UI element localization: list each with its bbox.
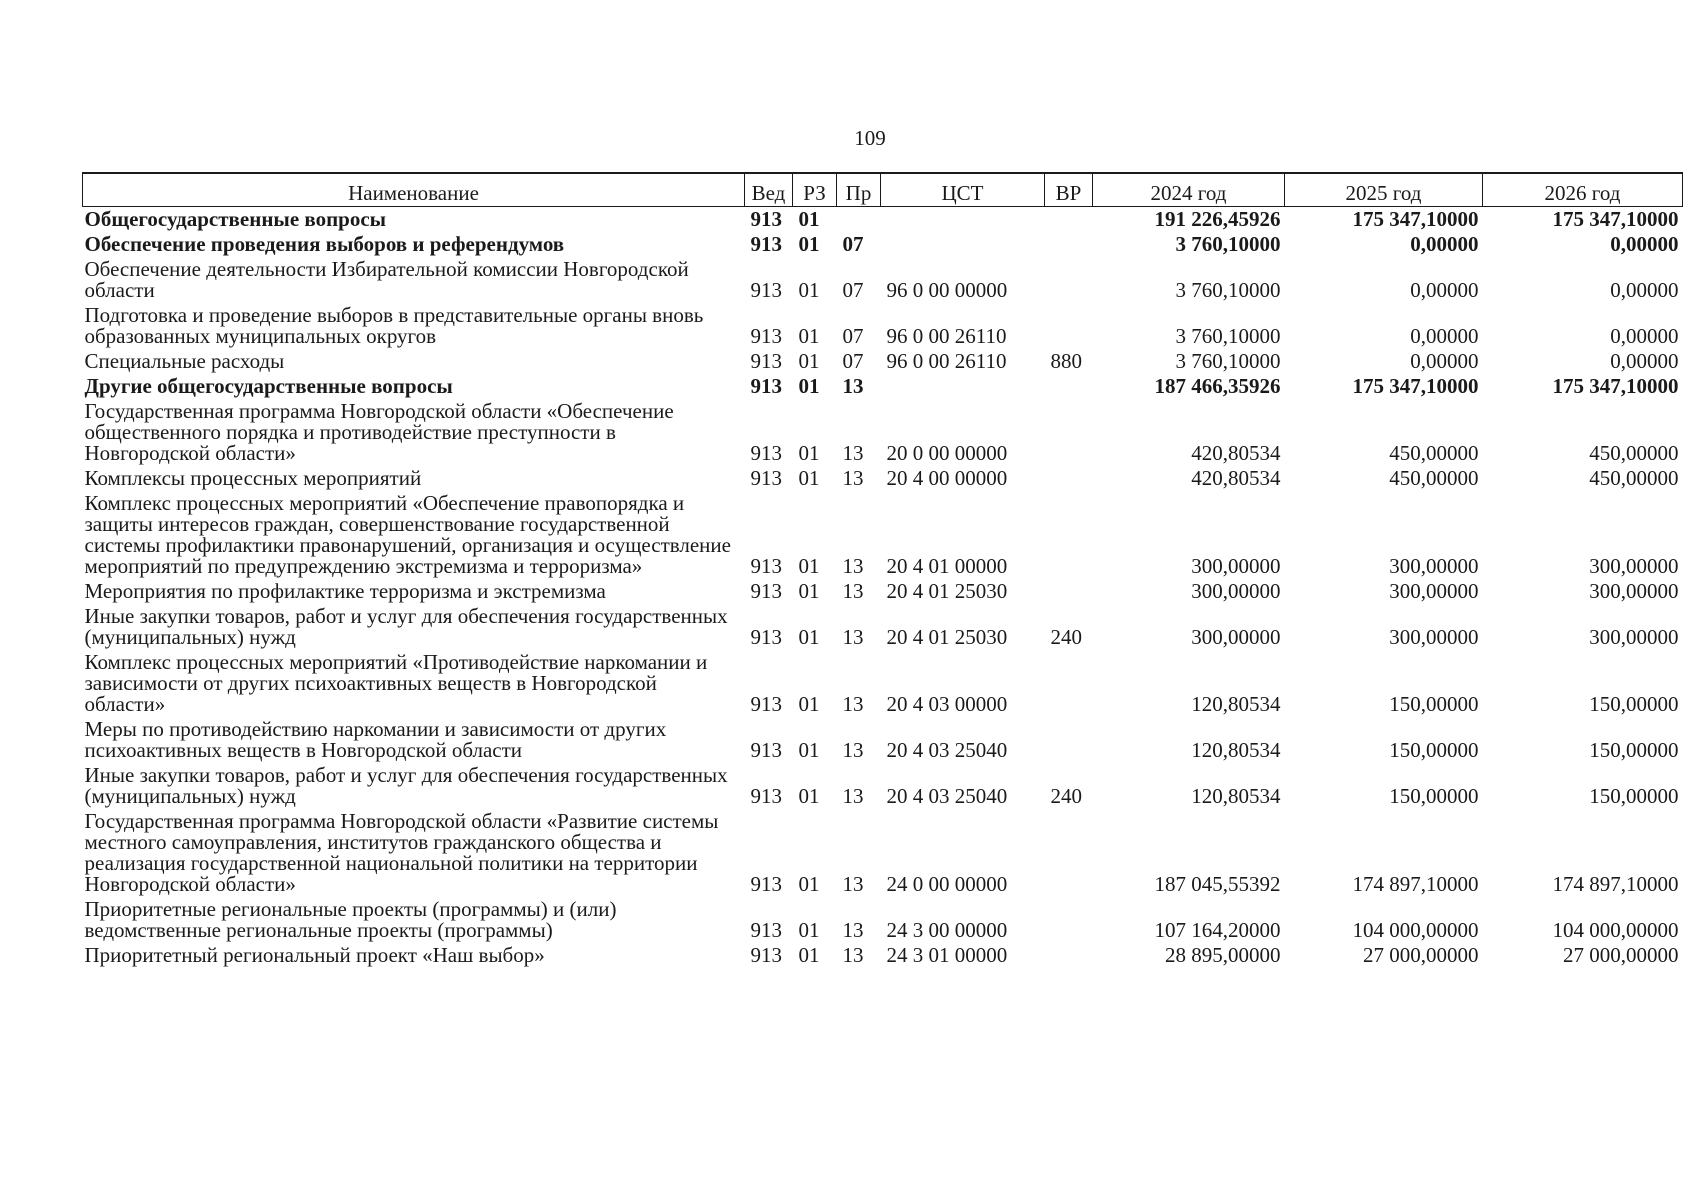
cell-2025: 175 347,10000 [1352, 207, 1479, 231]
cell-2025: 450,00000 [1389, 466, 1479, 490]
cell-ved: 913 [750, 324, 782, 348]
cell-name: Подготовка и проведение выборов в представительные органы вновь образованных муниципальных округов [84, 303, 704, 348]
cell-vr [1045, 491, 1093, 579]
cell-2026: 0,00000 [1610, 324, 1679, 348]
cell-cst: 20 4 03 00000 [886, 692, 1008, 716]
cell-2026: 300,00000 [1589, 625, 1679, 649]
cell-2024: 120,80534 [1191, 738, 1281, 762]
cell-ved: 913 [750, 784, 782, 808]
cell-cst [881, 374, 1045, 399]
cell-cst: 24 0 00 00000 [886, 872, 1008, 896]
budget-table [82, 172, 1683, 968]
cell-cst: 20 4 01 25030 [886, 579, 1008, 603]
table-row [83, 232, 1683, 257]
cell-2026: 175 347,10000 [1552, 374, 1679, 398]
cell-vr [1045, 650, 1093, 717]
cell-pr: 13 [842, 918, 864, 942]
cell-pr: 13 [842, 441, 864, 465]
cell-name: Другие общегосударственные вопросы [84, 374, 453, 398]
cell-2024: 3 760,10000 [1175, 278, 1281, 302]
cell-vr [1045, 207, 1093, 233]
cell-name: Приоритетный региональный проект «Наш выбор» [84, 943, 545, 967]
cell-2024: 3 760,10000 [1175, 324, 1281, 348]
cell-2025: 174 897,10000 [1352, 872, 1479, 896]
cell-2024: 107 164,20000 [1154, 918, 1281, 942]
cell-2025: 0,00000 [1410, 278, 1479, 302]
cell-ved: 913 [750, 232, 782, 256]
table-row [83, 650, 1683, 717]
cell-ved: 913 [750, 738, 782, 762]
cell-2025: 300,00000 [1389, 579, 1479, 603]
cell-cst: 24 3 01 00000 [886, 943, 1008, 967]
cell-2025: 0,00000 [1410, 324, 1479, 348]
cell-2024: 120,80534 [1191, 692, 1281, 716]
cell-cst [881, 232, 1045, 257]
cell-2026: 104 000,00000 [1552, 918, 1679, 942]
cell-2025: 450,00000 [1389, 441, 1479, 465]
cell-ved: 913 [750, 918, 782, 942]
cell-pr: 13 [842, 466, 864, 490]
cell-name: Государственная программа Новгородской области «Обеспечение общественного порядка и противодействие преступности в Новгородской области» [84, 399, 674, 465]
header-cst: ЦСТ [881, 173, 1045, 207]
cell-2024: 3 760,10000 [1175, 232, 1281, 256]
cell-pr: 13 [842, 738, 864, 762]
cell-2025: 150,00000 [1389, 738, 1479, 762]
header-name: Наименование [83, 173, 745, 207]
cell-2026: 300,00000 [1589, 554, 1679, 578]
table-body [83, 207, 1683, 969]
table-row [83, 466, 1683, 491]
header-rz: РЗ [793, 173, 837, 207]
cell-cst: 24 3 00 00000 [886, 918, 1008, 942]
cell-2026: 450,00000 [1589, 441, 1679, 465]
cell-name: Общегосударственные вопросы [84, 207, 387, 231]
cell-name: Иные закупки товаров, работ и услуг для обеспечения государственных (муниципальных) нужд [84, 604, 728, 649]
cell-cst: 20 4 00 00000 [886, 466, 1008, 490]
cell-2025: 0,00000 [1410, 349, 1479, 373]
cell-rz: 01 [798, 579, 820, 603]
cell-vr [1045, 257, 1093, 303]
cell-cst: 96 0 00 26110 [886, 349, 1007, 373]
header-2024: 2024 год [1093, 173, 1285, 207]
cell-2024: 420,80534 [1191, 441, 1281, 465]
cell-ved: 913 [750, 872, 782, 896]
table-row [83, 763, 1683, 809]
cell-pr: 13 [842, 692, 864, 716]
cell-vr [1045, 232, 1093, 257]
cell-pr: 07 [842, 324, 864, 348]
table-row [83, 399, 1683, 466]
cell-ved: 913 [750, 692, 782, 716]
cell-2025: 104 000,00000 [1352, 918, 1479, 942]
cell-rz: 01 [798, 918, 820, 942]
cell-vr [1045, 943, 1093, 968]
cell-rz: 01 [798, 374, 820, 398]
cell-2026: 0,00000 [1610, 349, 1679, 373]
cell-ved: 913 [750, 943, 782, 967]
table-row [83, 604, 1683, 650]
cell-rz: 01 [798, 625, 820, 649]
cell-vr [1045, 897, 1093, 943]
cell-rz: 01 [798, 349, 820, 373]
cell-2024: 120,80534 [1191, 784, 1281, 808]
cell-2025: 300,00000 [1389, 554, 1479, 578]
cell-pr: 13 [842, 943, 864, 967]
cell-name: Обеспечение проведения выборов и референдумов [84, 232, 565, 256]
cell-rz: 01 [798, 738, 820, 762]
table-row [83, 303, 1683, 349]
cell-rz: 01 [798, 441, 820, 465]
header-row [83, 173, 1683, 207]
cell-pr: 13 [842, 554, 864, 578]
cell-name: Государственная программа Новгородской области «Развитие системы местного самоуправления, институтов гражданского общества и реализация государственной национальной политики на территории Новгородской области» [84, 809, 719, 896]
cell-pr: 07 [842, 232, 864, 256]
cell-2026: 0,00000 [1610, 278, 1679, 302]
table-row [83, 207, 1683, 233]
cell-cst: 20 4 01 00000 [886, 554, 1008, 578]
cell-2025: 150,00000 [1389, 692, 1479, 716]
table-row [83, 491, 1683, 579]
cell-name: Мероприятия по профилактике терроризма и экстремизма [84, 579, 606, 603]
cell-rz: 01 [798, 466, 820, 490]
cell-name: Обеспечение деятельности Избирательной комиссии Новгородской области [84, 257, 689, 302]
header-2026: 2026 год [1483, 173, 1683, 207]
table-row [83, 717, 1683, 763]
cell-rz: 01 [798, 784, 820, 808]
cell-rz: 01 [798, 943, 820, 967]
table-row [83, 349, 1683, 374]
cell-2026: 27 000,00000 [1563, 943, 1679, 967]
cell-rz: 01 [798, 232, 820, 256]
header-ved: Вед [745, 173, 793, 207]
table-row [83, 257, 1683, 303]
cell-cst: 20 4 03 25040 [886, 738, 1008, 762]
cell-cst: 20 4 01 25030 [886, 625, 1008, 649]
cell-vr [1045, 717, 1093, 763]
cell-2026: 175 347,10000 [1552, 207, 1679, 231]
cell-2025: 0,00000 [1410, 232, 1479, 256]
header-vr: ВР [1045, 173, 1093, 207]
cell-pr: 07 [842, 278, 864, 302]
cell-name: Комплексы процессных мероприятий [84, 466, 422, 490]
cell-rz: 01 [798, 207, 820, 231]
cell-pr [837, 207, 881, 233]
cell-vr [1045, 303, 1093, 349]
cell-2026: 150,00000 [1589, 692, 1679, 716]
cell-2025: 300,00000 [1389, 625, 1479, 649]
page-number: 109 [854, 126, 886, 150]
cell-name: Иные закупки товаров, работ и услуг для обеспечения государственных (муниципальных) нужд [84, 763, 728, 808]
cell-pr: 13 [842, 625, 864, 649]
cell-ved: 913 [750, 207, 782, 231]
cell-vr: 240 [1050, 784, 1082, 808]
cell-name: Комплекс процессных мероприятий «Противодействие наркомании и зависимости от других психоактивных веществ в Новгородской области» [84, 650, 708, 716]
cell-ved: 913 [750, 466, 782, 490]
cell-vr [1045, 466, 1093, 491]
cell-name: Приоритетные региональные проекты (программы) и (или) ведомственные региональные проекты (программы) [84, 897, 617, 942]
cell-2024: 300,00000 [1191, 625, 1281, 649]
cell-ved: 913 [750, 625, 782, 649]
cell-name: Меры по противодействию наркомании и зависимости от других психоактивных веществ в Новгородской области [84, 717, 667, 762]
table-row [83, 579, 1683, 604]
cell-cst: 96 0 00 26110 [886, 324, 1007, 348]
cell-2025: 150,00000 [1389, 784, 1479, 808]
header-pr: Пр [837, 173, 881, 207]
cell-2025: 27 000,00000 [1363, 943, 1479, 967]
cell-pr: 13 [842, 784, 864, 808]
cell-rz: 01 [798, 872, 820, 896]
cell-2026: 150,00000 [1589, 738, 1679, 762]
cell-2026: 150,00000 [1589, 784, 1679, 808]
cell-2024: 187 466,35926 [1154, 374, 1281, 398]
cell-vr: 880 [1050, 349, 1082, 373]
table-row [83, 374, 1683, 399]
cell-2025: 175 347,10000 [1352, 374, 1479, 398]
cell-2024: 420,80534 [1191, 466, 1281, 490]
cell-2026: 0,00000 [1610, 232, 1679, 256]
cell-cst: 20 0 00 00000 [886, 441, 1008, 465]
cell-ved: 913 [750, 554, 782, 578]
cell-pr: 13 [842, 872, 864, 896]
cell-pr: 13 [842, 579, 864, 603]
cell-2024: 187 045,55392 [1154, 872, 1281, 896]
cell-2024: 28 895,00000 [1165, 943, 1281, 967]
cell-pr: 13 [842, 374, 864, 398]
cell-rz: 01 [798, 278, 820, 302]
table-row [83, 943, 1683, 968]
cell-vr [1045, 579, 1093, 604]
cell-name: Комплекс процессных мероприятий «Обеспечение правопорядка и защиты интересов граждан, совершенствование государственной системы профилактики правонарушений, организация и осуществление мероприятий по предупреждению экстремизма и терроризма» [84, 491, 731, 578]
cell-vr [1045, 809, 1093, 897]
cell-2024: 300,00000 [1191, 554, 1281, 578]
cell-2026: 300,00000 [1589, 579, 1679, 603]
cell-rz: 01 [798, 692, 820, 716]
cell-ved: 913 [750, 374, 782, 398]
cell-ved: 913 [750, 278, 782, 302]
table-row [83, 897, 1683, 943]
cell-2024: 300,00000 [1191, 579, 1281, 603]
cell-vr: 240 [1050, 625, 1082, 649]
cell-2026: 174 897,10000 [1552, 872, 1679, 896]
cell-vr [1045, 399, 1093, 466]
cell-vr [1045, 374, 1093, 399]
cell-rz: 01 [798, 554, 820, 578]
cell-2026: 450,00000 [1589, 466, 1679, 490]
cell-2024: 191 226,45926 [1154, 207, 1281, 231]
cell-2024: 3 760,10000 [1175, 349, 1281, 373]
cell-rz: 01 [798, 324, 820, 348]
cell-name: Специальные расходы [84, 349, 285, 373]
table-row [83, 809, 1683, 897]
cell-cst: 20 4 03 25040 [886, 784, 1008, 808]
cell-pr: 07 [842, 349, 864, 373]
header-2025: 2025 год [1285, 173, 1483, 207]
cell-ved: 913 [750, 441, 782, 465]
cell-cst: 96 0 00 00000 [886, 278, 1008, 302]
cell-ved: 913 [750, 349, 782, 373]
cell-ved: 913 [750, 579, 782, 603]
cell-cst [881, 207, 1045, 233]
